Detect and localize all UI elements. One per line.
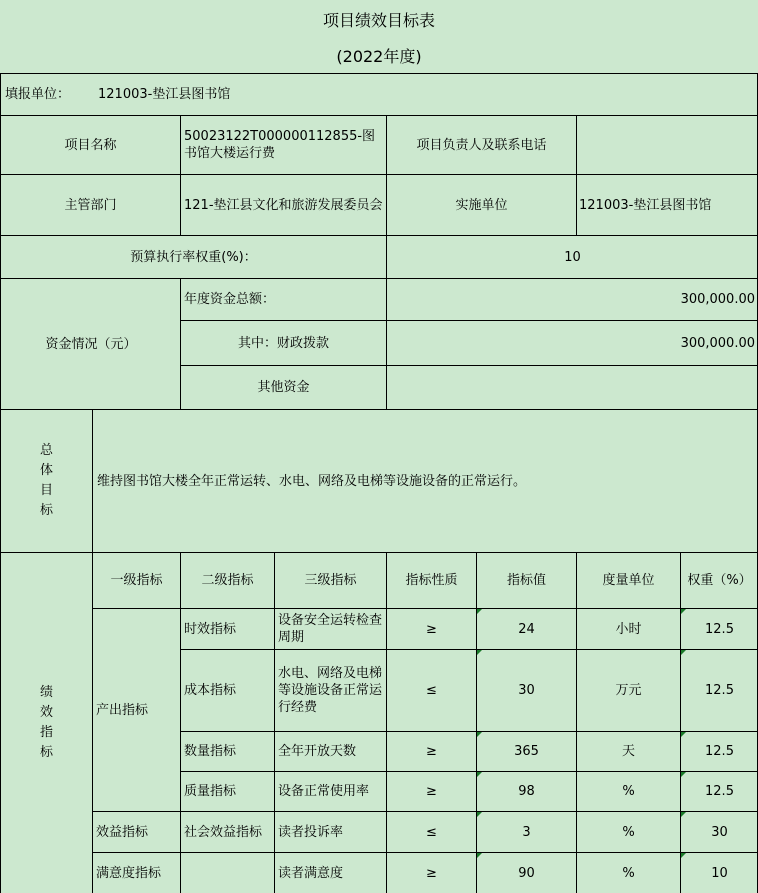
row5-value: 90 <box>476 852 576 893</box>
department-label: 主管部门 <box>0 174 180 235</box>
row2-level2: 数量指标 <box>180 731 274 771</box>
header-unit: 度量单位 <box>576 552 680 608</box>
reporting-unit-value: 121003-垫江县图书馆 <box>98 87 231 102</box>
row2-unit: 天 <box>576 731 680 771</box>
row3-value: 98 <box>476 771 576 811</box>
row1-unit: 万元 <box>576 649 680 731</box>
row5-nature: ≥ <box>386 852 476 893</box>
overall-goal-label: 总体目标 <box>0 409 92 552</box>
row0-nature: ≥ <box>386 608 476 649</box>
row5-unit: % <box>576 852 680 893</box>
level1-output: 产出指标 <box>92 608 180 811</box>
sheet-year: (2022年度) <box>336 47 422 66</box>
row5-level2 <box>180 852 274 893</box>
budget-rate-value: 10 <box>386 235 758 278</box>
annual-total-value: 300,000.00 <box>386 278 758 320</box>
implementing-unit-value: 121003-垫江县图书馆 <box>576 174 758 235</box>
row0-weight: 12.5 <box>680 608 758 649</box>
other-funds-label: 其他资金 <box>180 365 386 409</box>
row3-unit: % <box>576 771 680 811</box>
sheet-title: 项目绩效目标表 <box>322 10 435 30</box>
funds-label: 资金情况（元） <box>0 278 180 409</box>
row0-value: 24 <box>476 608 576 649</box>
row4-value: 3 <box>476 811 576 852</box>
row3-weight: 12.5 <box>680 771 758 811</box>
project-leader-label: 项目负责人及联系电话 <box>386 115 576 174</box>
row5-level3: 读者满意度 <box>274 852 386 893</box>
annual-total-label: 年度资金总额： <box>180 278 386 320</box>
row4-level3: 读者投诉率 <box>274 811 386 852</box>
project-leader-value <box>576 115 758 174</box>
project-name-value: 50023122T000000112855-图书馆大楼运行费 <box>180 115 386 174</box>
header-level3: 三级指标 <box>274 552 386 608</box>
fiscal-funds-label: 其中：财政拨款 <box>180 320 386 365</box>
row4-weight: 30 <box>680 811 758 852</box>
row4-unit: % <box>576 811 680 852</box>
level1-satisfaction: 满意度指标 <box>92 852 180 893</box>
row2-value: 365 <box>476 731 576 771</box>
performance-indicators-label: 绩效指标 <box>0 552 92 893</box>
other-funds-value <box>386 365 758 409</box>
row0-level2: 时效指标 <box>180 608 274 649</box>
row1-level3: 水电、网络及电梯等设施设备正常运行经费 <box>274 649 386 731</box>
budget-rate-label: 预算执行率权重(%)： <box>0 235 386 278</box>
row4-level2: 社会效益指标 <box>180 811 274 852</box>
row1-weight: 12.5 <box>680 649 758 731</box>
header-value: 指标值 <box>476 552 576 608</box>
row1-nature: ≤ <box>386 649 476 731</box>
row3-level2: 质量指标 <box>180 771 274 811</box>
row2-level3: 全年开放天数 <box>274 731 386 771</box>
reporting-unit-label: 填报单位： <box>5 87 71 102</box>
reporting-unit-row <box>0 73 758 115</box>
overall-goal-text: 维持图书馆大楼全年正常运转、水电、网络及电梯等设施设备的正常运行。 <box>92 409 758 552</box>
department-value: 121-垫江县文化和旅游发展委员会 <box>180 174 386 235</box>
header-level2: 二级指标 <box>180 552 274 608</box>
row1-level2: 成本指标 <box>180 649 274 731</box>
row1-value: 30 <box>476 649 576 731</box>
level1-benefit: 效益指标 <box>92 811 180 852</box>
row0-unit: 小时 <box>576 608 680 649</box>
row2-weight: 12.5 <box>680 731 758 771</box>
header-nature: 指标性质 <box>386 552 476 608</box>
implementing-unit-label: 实施单位 <box>386 174 576 235</box>
fiscal-funds-value: 300,000.00 <box>386 320 758 365</box>
row3-level3: 设备正常使用率 <box>274 771 386 811</box>
row2-nature: ≥ <box>386 731 476 771</box>
project-name-label: 项目名称 <box>0 115 180 174</box>
header-level1: 一级指标 <box>92 552 180 608</box>
row5-weight: 10 <box>680 852 758 893</box>
row0-level3: 设备安全运转检查周期 <box>274 608 386 649</box>
header-weight: 权重（%） <box>680 552 758 608</box>
row4-nature: ≤ <box>386 811 476 852</box>
row3-nature: ≥ <box>386 771 476 811</box>
